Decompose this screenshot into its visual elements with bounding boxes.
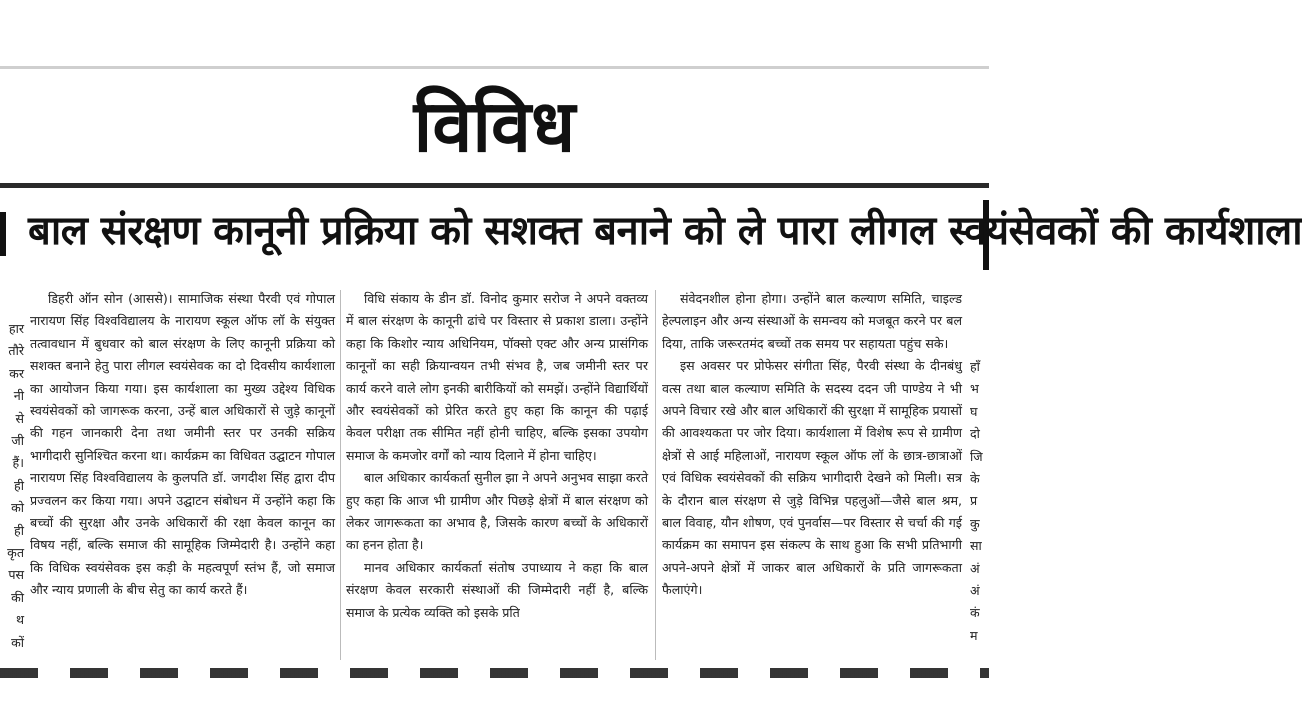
section-rule	[0, 183, 989, 188]
edge-fragment: थ	[15, 612, 24, 628]
edge-fragment: जी	[11, 433, 24, 449]
article-column-2	[346, 288, 648, 668]
top-rule	[0, 66, 989, 69]
edge-fragment: के	[970, 471, 980, 487]
column-divider	[340, 290, 341, 660]
edge-fragment: जि	[970, 448, 983, 464]
paragraph: बाल अधिकार कार्यकर्ता सुनील झा ने अपने अनुभव साझा करते हुए कहा कि आज भी ग्रामीण और पिछड़े क्षेत्रों में बाल संरक्षण को लेकर जागरूकता का अभाव है, जिसके कारण बच्चों के अधिकारों का हनन होता है।	[346, 470, 648, 553]
headline: बाल संरक्षण कानूनी प्रक्रिया को सशक्त बनाने को ले पारा लीगल स्वयंसेवकों की कार्यशाला	[28, 208, 1302, 254]
edge-fragment: कर	[9, 365, 24, 381]
edge-fragment: तौरे	[8, 343, 24, 359]
edge-fragment: को	[11, 500, 24, 516]
left-edge-text	[0, 318, 24, 678]
edge-fragment: की	[11, 589, 24, 605]
edge-fragment: कों	[11, 634, 24, 650]
edge-fragment: कं	[970, 605, 980, 621]
edge-fragment: नी	[13, 388, 24, 404]
edge-fragment: हाँ	[970, 359, 980, 374]
edge-fragment: हैं।	[12, 455, 24, 471]
edge-fragment: से	[15, 410, 24, 426]
edge-fragment: ही	[14, 522, 24, 538]
edge-fragment: ही	[14, 477, 24, 493]
column-divider	[655, 290, 656, 660]
edge-fragment: कृत	[7, 545, 24, 561]
edge-fragment: हार	[8, 321, 24, 336]
edge-fragment: कु	[970, 515, 980, 531]
paragraph: मानव अधिकार कार्यकर्ता संतोष उपाध्याय ने कहा कि बाल संरक्षण केवल सरकारी संस्थाओं की जिम्मेदारी नहीं है, बल्कि समाज के प्रत्येक व्यक्ति को इसके प्रति	[346, 559, 648, 620]
paragraph: डिहरी ऑन सोन (आससे)। सामाजिक संस्था पैरवी एवं गोपाल नारायण सिंह विश्वविद्यालय के नारायण स्कूल ऑफ लॉ के संयुक्त तत्वावधान में बुधवार को बाल संरक्षण के लिए कानूनी प्रक्रिया को सशक्त बनाने हेतु पारा लीगल स्वयंसेवक का दो दिवसीय कार्यशाला का आयोजन किया गया। इस कार्यशाला का मुख्य उद्देश्य विधिक स्वयंसेवकों को जागरूक करना, उन्हें बाल अधिकारों से जुड़े कानूनों की गहन जानकारी देना तथा जमीनी स्तर पर उनकी सक्रिय भागीदारी सुनिश्चित करना था। कार्यक्रम का विधिवत उद्घाटन गोपाल नारायण सिंह विश्वविद्यालय के कुलपति डॉ. जगदीश सिंह द्वारा दीप प्रज्वलन कर किया गया। अपने उद्घाटन संबोधन में उन्होंने कहा कि बच्चों की सुरक्षा और उनके अधिकारों की रक्षा केवल कानून का विषय नहीं, बल्कि समाज की सामूहिक जिम्मेदारी है। उन्होंने कहा कि विधिक स्वयंसेवक इस कड़ी के महत्वपूर्ण स्तंभ हैं, जो समाज और न्याय प्रणाली के बीच सेतु का कार्य करते हैं।	[30, 291, 335, 598]
edge-fragment: दो	[970, 426, 980, 442]
article-column-1	[30, 288, 335, 668]
edge-fragment: भ	[970, 381, 979, 397]
paragraph: इस अवसर पर प्रोफेसर संगीता सिंह, पैरवी संस्था के दीनबंधु वत्स तथा बाल कल्याण समिति के सदस्य ददन जी पाण्डेय ने भी अपने विचार रखे और बाल अधिकारों की सुरक्षा में सामूहिक प्रयासों की आवश्यकता पर जोर दिया। कार्यशाला में विशेष रूप से ग्रामीण क्षेत्रों से आई महिलाओं, नारायण स्कूल ऑफ लॉ के छात्र-छात्राओं एवं विधिक स्वयंसेवकों की सक्रिय भागीदारी देखने को मिली। सत्र के दौरान बाल संरक्षण से जुड़े विभिन्न पहलुओं—जैसे बाल श्रम, बाल विवाह, यौन शोषण, एवं पुनर्वास—पर विस्तार से चर्चा की गई कार्यक्रम का समापन इस संकल्प के साथ हुआ कि सभी प्रतिभागी अपने-अपने क्षेत्रों में जाकर बाल अधिकारों के प्रति जागरूकता फैलाएंगे।	[662, 358, 962, 598]
edge-fragment: अं	[970, 560, 980, 576]
paragraph: संवेदनशील होना होगा। उन्होंने बाल कल्याण समिति, चाइल्ड हेल्पलाइन और अन्य संस्थाओं के समन्वय को मजबूत करने पर बल दिया, ताकि जरूरतमंद बच्चों तक समय पर सहायता पहुंच सके।	[662, 291, 962, 351]
edge-fragment: पस	[8, 567, 24, 583]
next-headline-cutoff	[0, 668, 989, 678]
section-title: विविध	[413, 84, 576, 168]
article-column-3	[662, 288, 962, 668]
right-edge-text	[970, 356, 989, 716]
edge-fragment: म	[970, 627, 978, 643]
edge-fragment: प्र	[970, 493, 978, 509]
edge-fragment: सा	[970, 538, 982, 554]
left-column-edge-mark	[0, 212, 6, 256]
edge-fragment: अं	[970, 583, 980, 599]
paragraph: विधि संकाय के डीन डॉ. विनोद कुमार सरोज ने अपने वक्तव्य में बाल संरक्षण के कानूनी ढांचे पर विस्तार से प्रकाश डाला। उन्होंने कहा कि किशोर न्याय अधिनियम, पॉक्सो एक्ट और अन्य प्रासंगिक कानूनों का सही क्रियान्वयन तभी संभव है, जब जमीनी स्तर पर कार्य करने वाले लोग इनकी बारीकियों को समझें। उन्होंने विद्यार्थियों और स्वयंसेवकों को प्रेरित करते हुए कहा कि कानून की पढ़ाई केवल परीक्षा तक सीमित नहीं होनी चाहिए, बल्कि इसका उपयोग समाज के कमजोर वर्गों को न्याय दिलाने में होना चाहिए।	[346, 291, 648, 463]
edge-fragment: घ	[970, 403, 978, 419]
